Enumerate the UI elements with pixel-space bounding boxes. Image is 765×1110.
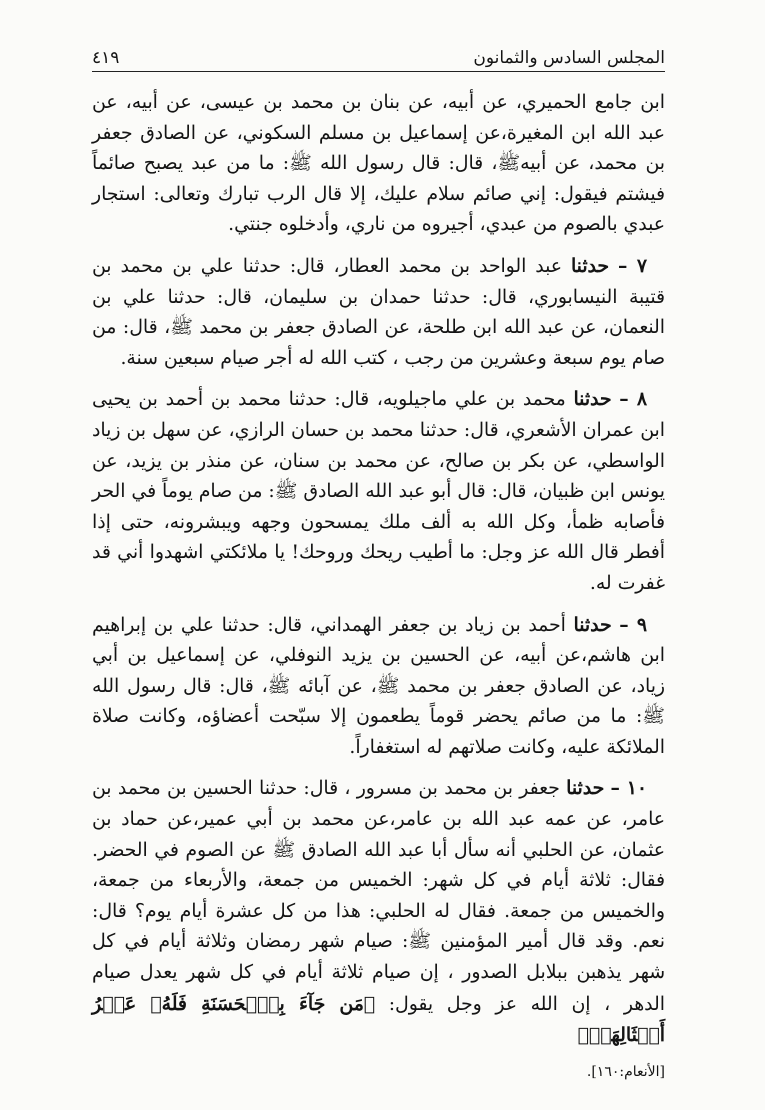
quran-verse: ﴿مَن جَآءَ بِٱلۡحَسَنَةِ فَلَهُۥ عَشۡرُ أَمۡثَالِهَاۖ﴾ (92, 992, 665, 1047)
hadith-number: ٩ – (619, 613, 647, 636)
page-header (92, 38, 665, 72)
hadith-9 (92, 610, 665, 764)
hadith-number: ١٠ – (610, 777, 647, 800)
chapter-title: المجلس السادس والثمانون (473, 48, 665, 68)
page-body (92, 88, 665, 1062)
hadith-8 (92, 384, 665, 599)
paragraph-continuation (92, 88, 665, 241)
paragraph-text: أحمد بن زياد بن جعفر الهمداني، قال: حدثنا علي بن إبراهيم ابن هاشم،عن أبيه، عن الحسين بن يزيد النوفلي، عن إسماعيل بن أبي زياد، عن الصادق جعفر بن محمد ﷺ، عن آبائه ﷺ، قال: قال رسول الله ﷺ: ما من صائم يحضر قوماً يطعمون إلا سبّحت أعضاؤه، وكانت صلاة الملائكة عليه، وكانت صلاتهم له استغفاراً. (92, 614, 665, 758)
paragraph-text: جعفر بن محمد بن مسرور ، قال: حدثنا الحسين بن محمد بن عامر، عن عمه عبد الله بن عامر،عن محمد بن أبي عمير،عن حماد بن عثمان، عن الحلبي أنه سأل أبا عبد الله الصادق ﷺ عن الصوم في الحضر. فقال: ثلاثة أيام في كل شهر: الخميس من جمعة، والأربعاء من جمعة، والخميس من جمعة. فقال له الحلبي: هذا من كل عشرة أيام يوم؟ قال: نعم. وقد قال أمير المؤمنين ﷺ: صيام شهر رمضان وثلاثة أيام في كل شهر يذهبن ببلابل الصدور ، إن صيام ثلاثة أيام في كل شهر يعدل صيام الدهر ، إن الله عز وجل يقول: (92, 778, 665, 1015)
footnote-reference: [الأنعام:١٦٠]. (586, 1064, 665, 1080)
hadith-7 (92, 251, 665, 374)
hadith-number: ٧ – (617, 254, 647, 277)
hadith-keyword: حدثنا (573, 388, 612, 411)
paragraph-text: محمد بن علي ماجيلويه، قال: حدثنا محمد بن أحمد بن يحيى ابن عمران الأشعري، قال: حدثنا محمد بن حسان الرازي، عن سهل بن زياد الواسطي، عن بكر بن صالح، عن محمد بن سنان، عن منذر بن يزيد، عن يونس ابن ظبيان، قال: قال أبو عبد الله الصادق ﷺ: من صام يوماً في الحر فأصابه ظمأ، وكل الله به ألف ملك يمسحون وجهه ويبشرونه، حتى إذا أفطر قال الله عز وجل: ما أطيب ريحك وروحك! يا ملائكتي اشهدوا أني قد غفرت له. (92, 389, 665, 594)
hadith-10 (92, 773, 665, 1051)
paragraph-text: ابن جامع الحميري، عن أبيه، عن بنان بن محمد بن عيسى، عن أبيه، عن عبد الله ابن المغيرة،عن إسماعيل بن مسلم السكوني، عن الصادق جعفر بن محمد، عن أبيهﷺ، قال: قال رسول الله ﷺ: ما من عبد يصبح صائماً فيشتم فيقول: إني صائم سلام عليك، إلا قال الرب تبارك وتعالى: استجار عبدي بالصوم من عبدي، أجيروه من ناري، وأدخلوه جنتي. (92, 92, 665, 236)
hadith-number: ٨ – (619, 388, 647, 411)
hadith-keyword: حدثنا (566, 777, 605, 800)
paragraph-text: عبد الواحد بن محمد العطار، قال: حدثنا علي بن محمد بن قتيبة النيسابوري، قال: حدثنا حمدان بن سليمان، قال: حدثنا علي بن النعمان، عن عبد الله ابن طلحة، عن الصادق جعفر بن محمد ﷺ، قال: من صام يوم سبعة وعشرين من رجب ، كتب الله له أجر صيام سبعين سنة. (92, 255, 665, 369)
hadith-keyword: حدثنا (570, 254, 610, 277)
page-number: ٤١٩ (92, 48, 120, 68)
hadith-keyword: حدثنا (573, 613, 612, 636)
